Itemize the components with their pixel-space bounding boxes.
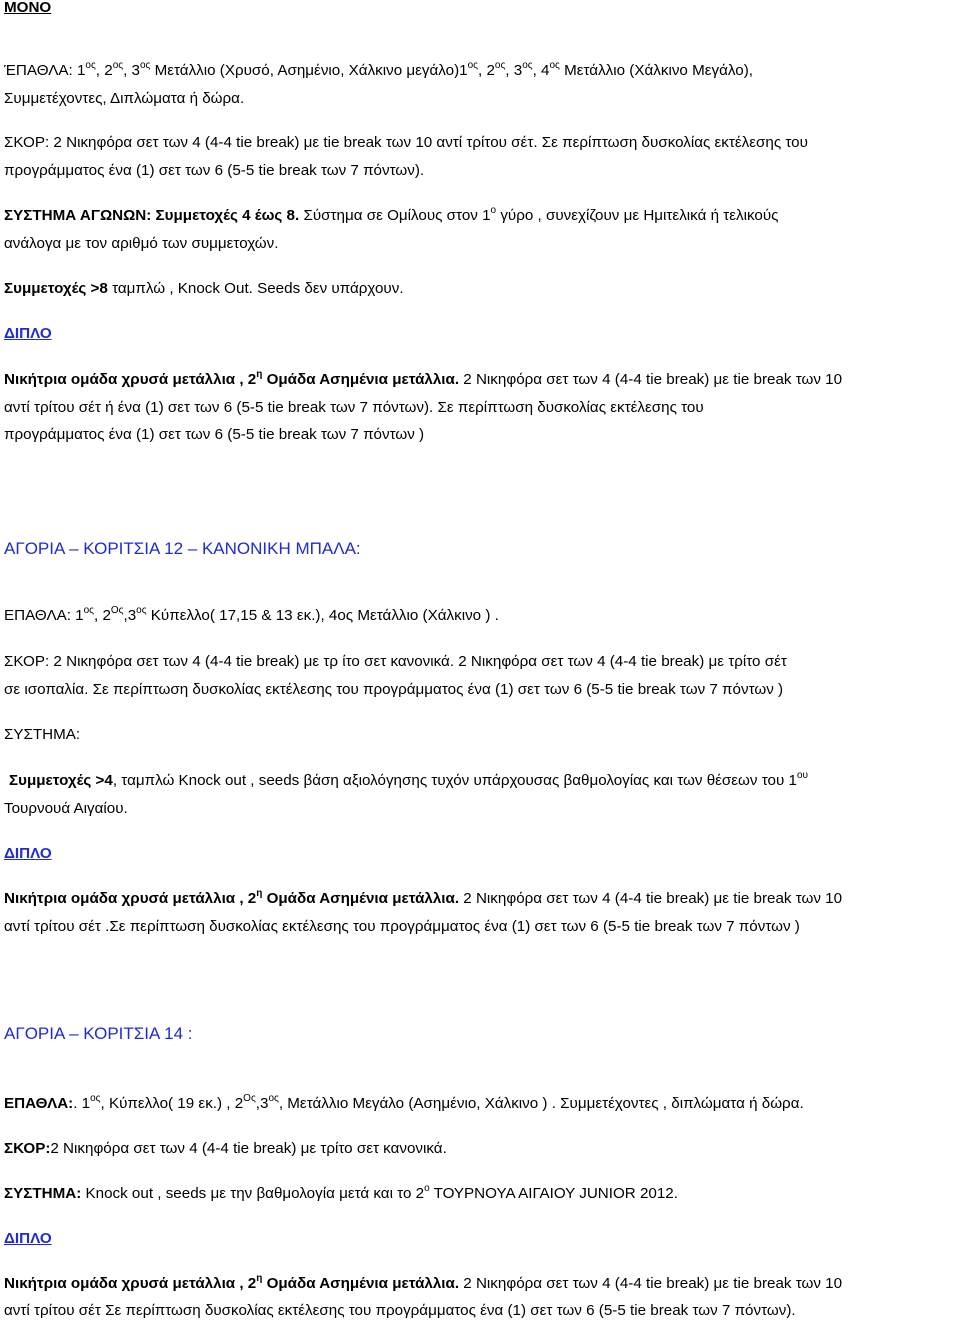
system-label: ΣΥΣΤΗΜΑ ΑΓΩΝΩΝ: Συμμετοχές 4 έως 8.: [4, 207, 300, 224]
doubles-heading: ΔΙΠΛΟ: [4, 845, 52, 862]
prize-text: , 3: [123, 62, 140, 79]
prize-text: Κύπελλο( 17,15 & 13 εκ.), 4ος Μετάλλιο (Χάλκινο ) .: [146, 607, 499, 624]
prize-text: , 4: [532, 62, 550, 79]
prize-text: Μετάλλιο (Χάλκινο Μεγάλο),: [559, 62, 753, 79]
prize-text: 1: [72, 62, 86, 79]
single-score-line-2: προγράμματος ένα (1) σετ των 6 (5-5 tie break των 7 πόντων).: [4, 162, 425, 179]
score-label: ΣΚΟΡ:: [4, 1140, 51, 1157]
doubles-bold-text: Ομάδα Ασημένια μετάλλια.: [262, 371, 460, 388]
ordinal-sup: ος: [139, 60, 151, 71]
doubles-text: 2 Νικηφόρα σετ των 4 (4-4 tie break) με tie break των 10: [459, 371, 843, 388]
ordinal-sup: ος: [549, 60, 560, 71]
section-14-prizes: [4, 1090, 958, 1117]
prizes-label: ΕΠΑΘΛΑ:: [4, 1095, 74, 1112]
ordinal-sup: Ος: [110, 605, 124, 616]
prize-text: Μετάλλιο (Χρυσό, Ασημένιο, Χάλκινο μεγάλο)1: [150, 62, 468, 79]
mono-heading: ΜΟΝΟ: [4, 0, 52, 16]
doubles-line-1: [4, 885, 958, 912]
system-text: γύρο , συνεχίζουν με Ημιτελικά ή τελικούς: [496, 207, 779, 224]
single-prizes-line-2: Συμμετέχοντες, Διπλώματα ή δώρα.: [4, 90, 245, 107]
section-12-prizes: [4, 602, 958, 629]
system-text: ΤΟΥΡΝΟΥΑ ΑΙΓΑΙΟΥ JUNIOR 2012.: [429, 1185, 678, 1202]
doubles-line-2: αντί τρίτου σέτ .Σε περίπτωση δυσκολίας εκτέλεσης του προγράμματος ένα (1) σετ των 6 (5-5 tie break των 7 πόντων ): [4, 918, 800, 935]
doubles-text: 2 Νικηφόρα σετ των 4 (4-4 tie break) με tie break των 10: [459, 890, 843, 907]
ordinal-sup: ος: [467, 60, 479, 71]
entries-text: ταμπλώ , Knock Out. Seeds δεν υπάρχουν.: [107, 280, 404, 297]
single-score-line-1: ΣΚΟΡ: 2 Νικηφόρα σετ των 4 (4-4 tie break) με tie break των 10 αντί τρίτου σέτ. Σε περίπτωση δυσκολίας εκτέλεσης του: [4, 134, 808, 151]
doubles-line-3: προγράμματος ένα (1) σετ των 6 (5-5 tie break των 7 πόντων ): [4, 426, 425, 443]
ordinal-sup: ος: [85, 60, 96, 71]
prize-text: , Κύπελλο( 19 εκ.) , 2: [100, 1095, 244, 1112]
section-12-entries-line-2: Τουρνουά Αιγαίου.: [4, 800, 128, 817]
ordinal-sup: ος: [136, 605, 147, 616]
entries-label: Συμμετοχές >8: [4, 280, 108, 297]
single-prizes-line: [4, 57, 958, 84]
section-14-heading: ΑΓΟΡΙΑ – ΚΟΡΙΤΣΙΑ 14 :: [4, 1024, 193, 1043]
prize-text: ,3: [255, 1095, 269, 1112]
section-14-score: [4, 1135, 958, 1162]
section-12-score-line-2: σε ισοπαλία. Σε περίπτωση δυσκολίας εκτέλεσης του προγράμματος ένα (1) σετ των 6 (5-5 tie break των 7 πόντων ): [4, 681, 784, 698]
section-14-system: [4, 1180, 958, 1207]
ordinal-sup: η: [256, 888, 263, 899]
single-system-line-1: [4, 202, 958, 229]
doubles-bold-text: Ομάδα Ασημένια μετάλλια.: [262, 1275, 460, 1292]
doubles-bold-text: Νικήτρια ομάδα χρυσά μετάλλια , 2: [4, 890, 257, 907]
prize-text: , 2: [478, 62, 495, 79]
doubles-heading: ΔΙΠΛΟ: [4, 1230, 52, 1247]
ordinal-sup: ο: [490, 205, 497, 216]
section-12-system-label: ΣΥΣΤΗΜΑ:: [4, 726, 81, 743]
doubles-bold-text: Νικήτρια ομάδα χρυσά μετάλλια , 2: [4, 371, 257, 388]
doubles-heading: ΔΙΠΛΟ: [4, 325, 52, 342]
doubles-bold-text: Ομάδα Ασημένια μετάλλια.: [262, 890, 460, 907]
section-12-score-line-1: ΣΚΟΡ: 2 Νικηφόρα σετ των 4 (4-4 tie break) με τρ ίτο σετ κανονικά. 2 Νικηφόρα σετ των 4 (4-4 tie break) με τρίτο σέτ: [4, 653, 787, 670]
section-12-entries-line-1: [4, 767, 958, 794]
ordinal-sup: ος: [522, 60, 533, 71]
prize-text: , 3: [505, 62, 523, 79]
ordinal-sup: ου: [796, 770, 808, 781]
entries-label: Συμμετοχές >4: [9, 772, 113, 789]
doubles-text: 2 Νικηφόρα σετ των 4 (4-4 tie break) με tie break των 10: [459, 1275, 843, 1292]
prize-text: ΕΠΑΘΛΑ: 1: [4, 607, 84, 624]
prize-text: , 2: [94, 607, 111, 624]
ordinal-sup: ος: [90, 1093, 101, 1104]
doubles-line-2: αντί τρίτου σέτ ή ένα (1) σετ των 6 (5-5 tie break των 7 πόντων). Σε περίπτωση δυσκολίας εκτέλεσης του: [4, 399, 704, 416]
ordinal-sup: ος: [83, 605, 94, 616]
doubles-line-1: [4, 1270, 958, 1297]
system-text: Σύστημα σε Ομίλους στον 1: [299, 207, 491, 224]
doubles-bold-text: Νικήτρια ομάδα χρυσά μετάλλια , 2: [4, 1275, 257, 1292]
doubles-line-2: αντί τρίτου σέτ Σε περίπτωση δυσκολίας εκτέλεσης του προγράμματος ένα (1) σετ των 6 (5-5 tie break των 7 πόντων).: [4, 1302, 796, 1319]
single-entries-line: [4, 275, 958, 302]
ordinal-sup: ο: [424, 1183, 430, 1194]
ordinal-sup: ος: [268, 1093, 279, 1104]
prizes-label: ΈΠΑΘΛΑ:: [4, 62, 73, 79]
ordinal-sup: Ος: [243, 1093, 256, 1104]
section-12-heading: ΑΓΟΡΙΑ – ΚΟΡΙΤΣΙΑ 12 – ΚΑΝΟΝΙΚΗ ΜΠΑΛΑ:: [4, 539, 361, 558]
prize-text: , 2: [95, 62, 113, 79]
prize-text: , Μετάλλιο Μεγάλο (Ασημένιο, Χάλκινο ) . Συμμετέχοντες , διπλώματα ή δώρα.: [278, 1095, 804, 1112]
ordinal-sup: ος: [494, 60, 506, 71]
ordinal-sup: η: [256, 1273, 263, 1284]
prize-text: . 1: [73, 1095, 91, 1112]
ordinal-sup: η: [256, 369, 263, 380]
system-text: Knock out , seeds με την βαθμολογία μετά και το 2: [81, 1185, 425, 1202]
system-label: ΣΥΣΤΗΜΑ:: [4, 1185, 82, 1202]
doubles-line-1: [4, 366, 958, 393]
single-system-line-2: ανάλογα με τον αριθμό των συμμετοχών.: [4, 235, 279, 252]
score-text: 2 Νικηφόρα σετ των 4 (4-4 tie break) με τρίτο σετ κανονικά.: [50, 1140, 447, 1157]
ordinal-sup: ος: [112, 60, 124, 71]
prize-text: ,3: [123, 607, 137, 624]
entries-text: , ταμπλώ Knock out , seeds βάση αξιολόγησης τυχόν υπάρχουσας βαθμολογίας και των θέσεων του 1: [112, 772, 797, 789]
